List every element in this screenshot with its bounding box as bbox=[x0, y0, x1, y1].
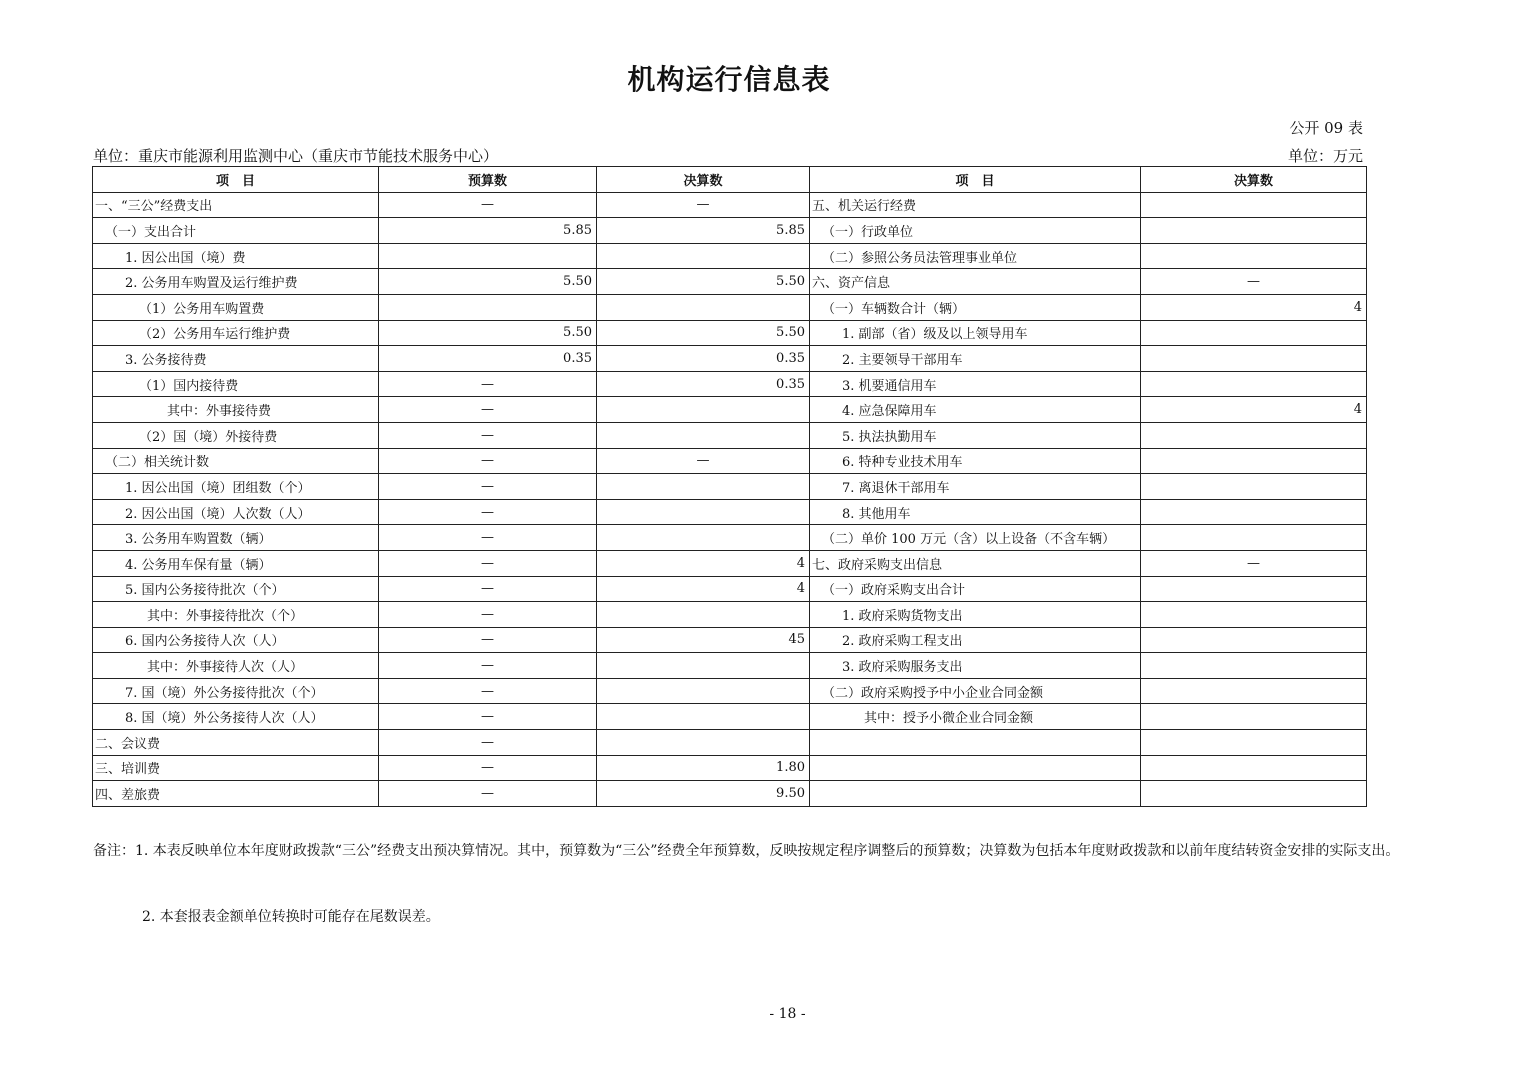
row-budget-value: — bbox=[379, 781, 597, 807]
row-actual-value: 4 bbox=[597, 550, 810, 576]
row-item-right: （一）车辆数合计（辆） bbox=[810, 294, 1141, 320]
row-actual-value bbox=[597, 499, 810, 525]
row-budget-value: — bbox=[379, 576, 597, 602]
row-item-right: 3. 机要通信用车 bbox=[810, 371, 1141, 397]
row-item-left: 6. 国内公务接待人次（人） bbox=[93, 627, 379, 653]
row-budget-value: 5.50 bbox=[379, 269, 597, 295]
row-actual-value: — bbox=[597, 448, 810, 474]
row-budget-value: — bbox=[379, 678, 597, 704]
row-actual-value: — bbox=[597, 192, 810, 218]
row-actual-value bbox=[597, 294, 810, 320]
row-item-left: 5. 国内公务接待批次（个） bbox=[93, 576, 379, 602]
row-actual-value-right: — bbox=[1141, 550, 1367, 576]
table-row bbox=[93, 192, 1367, 218]
row-item-left: 7. 国（境）外公务接待批次（个） bbox=[93, 678, 379, 704]
row-actual-value bbox=[597, 397, 810, 423]
row-item-left: （一）支出合计 bbox=[93, 218, 379, 244]
row-item-right: 六、资产信息 bbox=[810, 269, 1141, 295]
row-item-left: （1）国内接待费 bbox=[93, 371, 379, 397]
row-item-left: （二）相关统计数 bbox=[93, 448, 379, 474]
row-item-right: 7. 离退休干部用车 bbox=[810, 474, 1141, 500]
row-actual-value bbox=[597, 678, 810, 704]
row-actual-value-right bbox=[1141, 320, 1367, 346]
table-body bbox=[93, 192, 1367, 806]
table-row bbox=[93, 397, 1367, 423]
table-row bbox=[93, 499, 1367, 525]
row-actual-value bbox=[597, 525, 810, 551]
row-item-left: 1. 因公出国（境）费 bbox=[93, 243, 379, 269]
row-actual-value-right bbox=[1141, 243, 1367, 269]
table-row bbox=[93, 371, 1367, 397]
row-item-right bbox=[810, 730, 1141, 756]
reporting-unit: 单位：重庆市能源利用监测中心（重庆市节能技术服务中心） bbox=[93, 147, 499, 165]
row-item-right bbox=[810, 781, 1141, 807]
row-item-left: 8. 国（境）外公务接待人次（人） bbox=[93, 704, 379, 730]
row-actual-value-right bbox=[1141, 678, 1367, 704]
table-row bbox=[93, 294, 1367, 320]
table-row bbox=[93, 320, 1367, 346]
row-budget-value: — bbox=[379, 755, 597, 781]
row-actual-value-right bbox=[1141, 192, 1367, 218]
page-title: 机构运行信息表 bbox=[627, 63, 831, 96]
row-item-left: 其中：外事接待人次（人） bbox=[93, 653, 379, 679]
row-budget-value: — bbox=[379, 499, 597, 525]
table-row bbox=[93, 422, 1367, 448]
row-budget-value: — bbox=[379, 704, 597, 730]
row-actual-value-right: 4 bbox=[1141, 397, 1367, 423]
row-item-left: 三、培训费 bbox=[93, 755, 379, 781]
row-actual-value-right bbox=[1141, 371, 1367, 397]
row-budget-value: — bbox=[379, 192, 597, 218]
row-actual-value-right bbox=[1141, 627, 1367, 653]
header-actual-left: 决算数 bbox=[597, 167, 810, 193]
row-budget-value: — bbox=[379, 448, 597, 474]
row-actual-value-right bbox=[1141, 602, 1367, 628]
form-number: 公开 09 表 bbox=[1289, 119, 1363, 137]
row-budget-value: — bbox=[379, 730, 597, 756]
row-budget-value: — bbox=[379, 371, 597, 397]
table-row bbox=[93, 448, 1367, 474]
row-actual-value: 5.85 bbox=[597, 218, 810, 244]
footnote-1: 备注：1. 本表反映单位本年度财政拨款“三公”经费支出预决算情况。其中，预算数为“三公”经费全年预算数，反映按规定程序调整后的预算数；决算数为包括本年度财政拨款和以前年度结转资金安排的实际支出。 bbox=[93, 843, 1400, 859]
row-actual-value-right bbox=[1141, 576, 1367, 602]
row-item-left: （2）国（境）外接待费 bbox=[93, 422, 379, 448]
row-actual-value-right bbox=[1141, 704, 1367, 730]
row-actual-value-right: 4 bbox=[1141, 294, 1367, 320]
row-item-right: （二）单价 100 万元（含）以上设备（不含车辆） bbox=[810, 525, 1141, 551]
row-item-right: 1. 副部（省）级及以上领导用车 bbox=[810, 320, 1141, 346]
row-actual-value-right bbox=[1141, 499, 1367, 525]
row-item-right: 2. 主要领导干部用车 bbox=[810, 346, 1141, 372]
row-actual-value-right bbox=[1141, 525, 1367, 551]
table-row bbox=[93, 269, 1367, 295]
table-row bbox=[93, 730, 1367, 756]
row-item-left: 1. 因公出国（境）团组数（个） bbox=[93, 474, 379, 500]
row-item-left: 一、“三公”经费支出 bbox=[93, 192, 379, 218]
table-row bbox=[93, 243, 1367, 269]
row-actual-value: 0.35 bbox=[597, 346, 810, 372]
footnote-2: 2. 本套报表金额单位转换时可能存在尾数误差。 bbox=[142, 909, 440, 925]
row-actual-value bbox=[597, 602, 810, 628]
row-actual-value bbox=[597, 243, 810, 269]
row-budget-value bbox=[379, 243, 597, 269]
row-item-right: 5. 执法执勤用车 bbox=[810, 422, 1141, 448]
header-budget: 预算数 bbox=[379, 167, 597, 193]
header-actual-right: 决算数 bbox=[1141, 167, 1367, 193]
row-budget-value: — bbox=[379, 474, 597, 500]
table-row bbox=[93, 627, 1367, 653]
row-item-right: 2. 政府采购工程支出 bbox=[810, 627, 1141, 653]
row-item-right bbox=[810, 755, 1141, 781]
row-budget-value: 5.85 bbox=[379, 218, 597, 244]
row-actual-value bbox=[597, 704, 810, 730]
row-actual-value bbox=[597, 474, 810, 500]
table-row bbox=[93, 704, 1367, 730]
row-actual-value bbox=[597, 653, 810, 679]
table-row bbox=[93, 653, 1367, 679]
row-actual-value-right bbox=[1141, 422, 1367, 448]
table-row bbox=[93, 678, 1367, 704]
row-actual-value-right bbox=[1141, 474, 1367, 500]
row-item-right: 七、政府采购支出信息 bbox=[810, 550, 1141, 576]
table-row bbox=[93, 474, 1367, 500]
row-item-right: 4. 应急保障用车 bbox=[810, 397, 1141, 423]
row-item-left: 二、会议费 bbox=[93, 730, 379, 756]
row-actual-value-right bbox=[1141, 218, 1367, 244]
row-actual-value-right bbox=[1141, 730, 1367, 756]
info-table bbox=[92, 166, 1367, 807]
row-item-right: 五、机关运行经费 bbox=[810, 192, 1141, 218]
row-budget-value: — bbox=[379, 627, 597, 653]
row-budget-value: — bbox=[379, 422, 597, 448]
row-item-left: 四、差旅费 bbox=[93, 781, 379, 807]
row-budget-value: 5.50 bbox=[379, 320, 597, 346]
row-item-left: （2）公务用车运行维护费 bbox=[93, 320, 379, 346]
row-budget-value: — bbox=[379, 653, 597, 679]
page-number: - 18 - bbox=[769, 1006, 806, 1022]
table-row bbox=[93, 525, 1367, 551]
row-budget-value: 0.35 bbox=[379, 346, 597, 372]
table-row bbox=[93, 781, 1367, 807]
row-item-right: 8. 其他用车 bbox=[810, 499, 1141, 525]
row-item-left: （1）公务用车购置费 bbox=[93, 294, 379, 320]
row-actual-value: 1.80 bbox=[597, 755, 810, 781]
table-row bbox=[93, 755, 1367, 781]
row-item-right: （二）政府采购授予中小企业合同金额 bbox=[810, 678, 1141, 704]
row-actual-value bbox=[597, 730, 810, 756]
row-item-left: 4. 公务用车保有量（辆） bbox=[93, 550, 379, 576]
row-actual-value-right bbox=[1141, 346, 1367, 372]
row-budget-value: — bbox=[379, 550, 597, 576]
row-budget-value bbox=[379, 294, 597, 320]
row-item-left: 其中：外事接待费 bbox=[93, 397, 379, 423]
row-item-right: 3. 政府采购服务支出 bbox=[810, 653, 1141, 679]
row-actual-value-right bbox=[1141, 653, 1367, 679]
row-budget-value: — bbox=[379, 397, 597, 423]
row-actual-value-right bbox=[1141, 755, 1367, 781]
currency-unit: 单位：万元 bbox=[1287, 147, 1363, 165]
row-actual-value-right bbox=[1141, 781, 1367, 807]
row-budget-value: — bbox=[379, 525, 597, 551]
row-actual-value: 5.50 bbox=[597, 320, 810, 346]
row-item-left: 2. 公务用车购置及运行维护费 bbox=[93, 269, 379, 295]
row-actual-value: 45 bbox=[597, 627, 810, 653]
row-actual-value: 9.50 bbox=[597, 781, 810, 807]
row-actual-value: 4 bbox=[597, 576, 810, 602]
row-actual-value-right: — bbox=[1141, 269, 1367, 295]
table-header-row bbox=[93, 167, 1367, 193]
row-item-left: 3. 公务接待费 bbox=[93, 346, 379, 372]
row-item-right: 其中：授予小微企业合同金额 bbox=[810, 704, 1141, 730]
row-budget-value: — bbox=[379, 602, 597, 628]
row-actual-value: 5.50 bbox=[597, 269, 810, 295]
row-item-right: 1. 政府采购货物支出 bbox=[810, 602, 1141, 628]
header-item-right: 项 目 bbox=[810, 167, 1141, 193]
row-item-right: 6. 特种专业技术用车 bbox=[810, 448, 1141, 474]
table-row bbox=[93, 346, 1367, 372]
row-item-right: （二）参照公务员法管理事业单位 bbox=[810, 243, 1141, 269]
table-row bbox=[93, 218, 1367, 244]
header-item-left: 项 目 bbox=[93, 167, 379, 193]
table-row bbox=[93, 550, 1367, 576]
row-item-left: 2. 因公出国（境）人次数（人） bbox=[93, 499, 379, 525]
row-item-right: （一）行政单位 bbox=[810, 218, 1141, 244]
table-row bbox=[93, 602, 1367, 628]
row-actual-value-right bbox=[1141, 448, 1367, 474]
table-row bbox=[93, 576, 1367, 602]
row-item-left: 其中：外事接待批次（个） bbox=[93, 602, 379, 628]
row-actual-value: 0.35 bbox=[597, 371, 810, 397]
row-item-right: （一）政府采购支出合计 bbox=[810, 576, 1141, 602]
row-item-left: 3. 公务用车购置数（辆） bbox=[93, 525, 379, 551]
row-actual-value bbox=[597, 422, 810, 448]
